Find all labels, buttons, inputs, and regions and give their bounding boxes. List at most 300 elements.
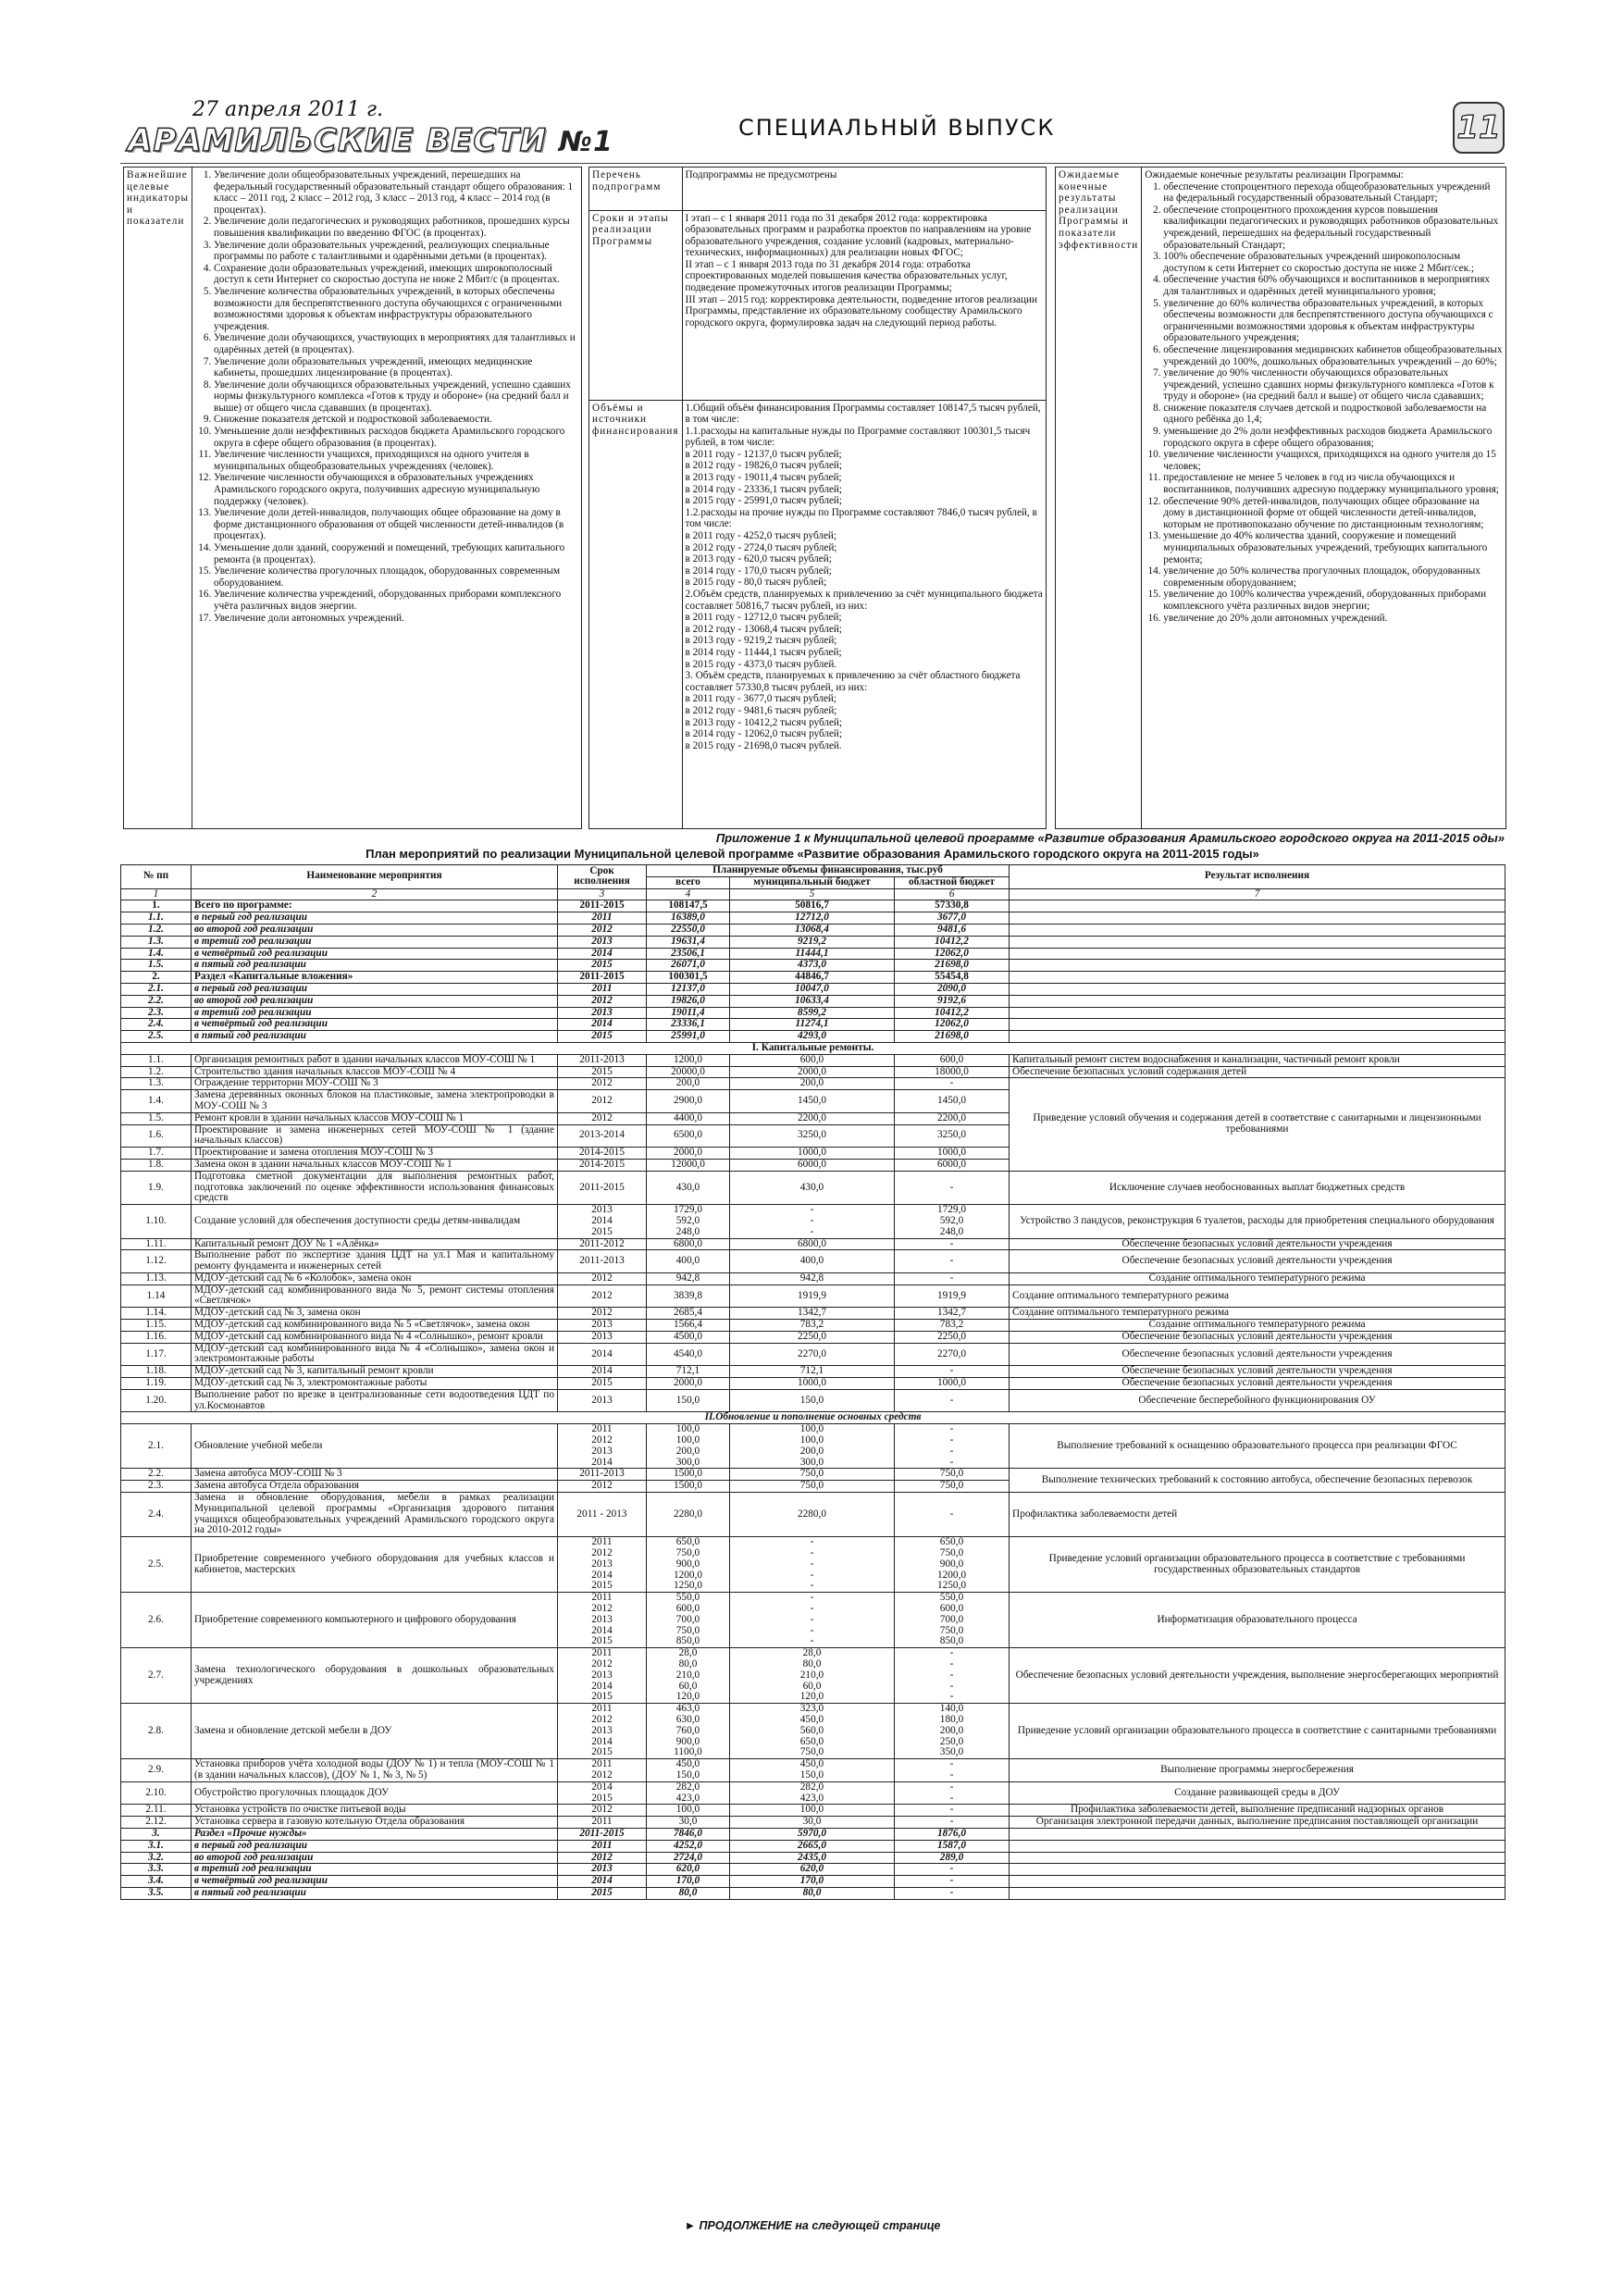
row-term: 2011: [558, 983, 647, 995]
row-term: 2011 2012 2013 2014 2015: [558, 1537, 647, 1593]
row-term: 2011-2013: [558, 1054, 647, 1066]
row-number: 3.: [121, 1828, 192, 1840]
expected-result-item: 12. обеспечение 90% детей-инвалидов, получающих общее образование на дому в дистанционной форме от общей численности детей-инвалидов, которым не противопоказано обучение по дистанционным технологиям;: [1163, 496, 1503, 531]
row-result: [1010, 1840, 1505, 1852]
row-municipal: 750,0: [730, 1481, 895, 1493]
row-number: 1.8.: [121, 1159, 192, 1171]
row-municipal: 712,1: [730, 1366, 895, 1378]
row-name: в первый год реализации: [192, 1840, 558, 1852]
row-name: Выполнение работ по врезке в централизованные сети водоотведения ЦДТ по ул.Космонавтов: [192, 1389, 558, 1412]
row-total: 3839,8: [647, 1285, 730, 1308]
row-regional: 650,0 750,0 900,0 1200,0 1250,0: [895, 1537, 1010, 1593]
column-numbers-row: [121, 888, 1505, 900]
row-regional: -: [895, 1805, 1010, 1817]
row-name: Замена автобуса Отдела образования: [192, 1481, 558, 1493]
row-number: 2.6.: [121, 1593, 192, 1648]
row-total: 22550,0: [647, 924, 730, 936]
row-total: 712,1: [647, 1366, 730, 1378]
row-regional: 1876,0: [895, 1828, 1010, 1840]
row-name: МДОУ-детский сад комбинированного вида № 5, ремонт системы отопления «Светлячок»: [192, 1285, 558, 1308]
col-obl-header: областной бюджет: [895, 876, 1010, 888]
row-term: 2013 2014 2015: [558, 1205, 647, 1238]
row-municipal: 6800,0: [730, 1238, 895, 1250]
section-heading: II.Обновление и пополнение основных средств: [121, 1412, 1505, 1424]
row-regional: -: [895, 1864, 1010, 1876]
row-total: 30,0: [647, 1817, 730, 1829]
row-result: Капитальный ремонт систем водоснабжения и канализации, частичный ремонт кровли: [1010, 1054, 1505, 1066]
row-term: 2011 2012: [558, 1759, 647, 1782]
row-regional: -: [895, 1272, 1010, 1285]
row-total: 620,0: [647, 1864, 730, 1876]
row-term: 2011-2013: [558, 1469, 647, 1481]
row-regional: 1919,9: [895, 1285, 1010, 1308]
expected-results-intro: Ожидаемые конечные результаты реализации Программы:: [1145, 169, 1404, 180]
row-result: Обеспечение безопасных условий деятельности учреждения: [1010, 1343, 1505, 1366]
row-term: 2012: [558, 1112, 647, 1124]
row-total: 19631,4: [647, 936, 730, 948]
col-result-header: Результат исполнения: [1010, 865, 1505, 889]
row-result: Создание оптимального температурного режима: [1010, 1308, 1505, 1320]
row-name: в третий год реализации: [192, 936, 558, 948]
table-row: [121, 1343, 1505, 1366]
row-regional: -: [895, 1493, 1010, 1537]
column-number: 4: [647, 888, 730, 900]
funding-line: в 2015 году - 80,0 тысяч рублей;: [685, 577, 827, 589]
row-number: 1.17.: [121, 1343, 192, 1366]
expected-results-list: [1145, 181, 1503, 625]
row-name: Обновление учебной мебели: [192, 1424, 558, 1469]
row-name: Строительство здания начальных классов МОУ-СОШ № 4: [192, 1066, 558, 1078]
table-row: [121, 960, 1505, 972]
issue-date: 27 апреля 2011 г.: [192, 98, 384, 121]
row-result: Организация электронной передачи данных, выполнение предписания поставляющей организации: [1010, 1817, 1505, 1829]
row-result: [1010, 1007, 1505, 1019]
row-regional: 1000,0: [895, 1378, 1010, 1390]
row-total: 100,0 100,0 200,0 300,0: [647, 1424, 730, 1469]
row-total: 6800,0: [647, 1238, 730, 1250]
row-municipal: - - -: [730, 1205, 895, 1238]
row-municipal: 150,0: [730, 1389, 895, 1412]
table-row: [121, 912, 1505, 925]
row-result: [1010, 972, 1505, 984]
table-row: [121, 1469, 1505, 1481]
indicator-item: 1. Увеличение доли общеобразовательных учреждений, перешедших на федеральный государственный образовательный стандарт общего образования: 1 класс – 2011 год, 2 класс – 2012 год, 3 класс – 2013 год, 4 класс – 2014 год (в процентах).: [214, 169, 578, 216]
plan-table-wrap: [120, 864, 1505, 1900]
row-regional: - - - -: [895, 1424, 1010, 1469]
row-result: Обеспечение бесперебойного функционирования ОУ: [1010, 1389, 1505, 1412]
row-result: [1010, 1864, 1505, 1876]
row-regional: 1000,0: [895, 1148, 1010, 1160]
col-num-header: № пп: [121, 865, 192, 889]
row-regional: 2250,0: [895, 1331, 1010, 1343]
row-term: 2011 - 2013: [558, 1493, 647, 1537]
row-regional: -: [895, 1389, 1010, 1412]
funding-line: 1.1.расходы на капитальные нужды по Программе составляют 100301,5 тысяч рублей, в том числе:: [685, 425, 1031, 449]
stage-line: II этап – с 1 января 2013 года по 31 декабря 2014 года: отработка спроектированных моделей повышения качества образовательных услуг, подведение промежуточных итогов реализации Программы;: [685, 258, 1008, 294]
row-term: 2012: [558, 1090, 647, 1113]
row-number: 1.1.: [121, 912, 192, 925]
row-total: 1500,0: [647, 1469, 730, 1481]
expected-result-item: 2. обеспечение стопроцентного прохождения курсов повышения квалификации педагогических и руководящих работников образовательных учреждений, перешедших на федеральный государственный образовательный Стандарт;: [1163, 205, 1503, 251]
row-result: Обеспечение безопасных условий деятельности учреждения: [1010, 1250, 1505, 1273]
row-number: 2.1.: [121, 1424, 192, 1469]
row-total: 100301,5: [647, 972, 730, 984]
row-municipal: 50816,7: [730, 900, 895, 912]
row-municipal: - - - - -: [730, 1593, 895, 1648]
row-number: 1.5.: [121, 960, 192, 972]
row-total: 100,0: [647, 1805, 730, 1817]
row-municipal: 2000,0: [730, 1066, 895, 1078]
row-municipal: 323,0 450,0 560,0 650,0 750,0: [730, 1704, 895, 1759]
indicator-item: 3. Увеличение доли образовательных учреждений, реализующих специальные программы по работе с талантливыми и одарёнными детьми (в процентах).: [214, 240, 578, 263]
indicator-item: 12. Увеличение численности обучающихся в образовательных учреждениях Арамильского городского округа, получивших адресную муниципальную поддержку (человек).: [214, 472, 578, 507]
row-number: 1.3.: [121, 936, 192, 948]
row-name: Капитальный ремонт ДОУ № 1 «Алёнка»: [192, 1238, 558, 1250]
table-row: [121, 1759, 1505, 1782]
row-regional: - -: [895, 1759, 1010, 1782]
table-row: [121, 1864, 1505, 1876]
row-result: [1010, 1828, 1505, 1840]
row-number: 2.7.: [121, 1648, 192, 1704]
funding-line: в 2014 году - 11444,1 тысяч рублей;: [685, 646, 842, 658]
row-result: Исключение случаев необоснованных выплат бюджетных средств: [1010, 1171, 1505, 1204]
funding-line: в 2013 году - 620,0 тысяч рублей;: [685, 553, 832, 565]
row-municipal: 28,0 80,0 210,0 60,0 120,0: [730, 1648, 895, 1704]
row-name: во второй год реализации: [192, 1852, 558, 1864]
row-result: Обеспечение безопасных условий содержания детей: [1010, 1066, 1505, 1078]
row-result: [1010, 936, 1505, 948]
expected-result-item: 4. обеспечение участия 60% обучающихся и воспитанников в мероприятиях для талантливых и одарённых детей муниципального уровня;: [1163, 274, 1503, 297]
row-number: 3.5.: [121, 1887, 192, 1899]
table-row: [121, 900, 1505, 912]
table-row: [121, 1389, 1505, 1412]
row-number: 1.: [121, 900, 192, 912]
table-row: [121, 948, 1505, 960]
row-regional: 783,2: [895, 1320, 1010, 1332]
row-term: 2013: [558, 1007, 647, 1019]
indicator-item: 10. Уменьшение доли неэффективных расходов бюджета Арамильского городского округа в сфере общего образования (в процентах).: [214, 426, 578, 449]
table-row: [121, 983, 1505, 995]
row-result: Создание оптимального температурного режима: [1010, 1272, 1505, 1285]
row-term: 2011-2013: [558, 1250, 647, 1273]
newspaper-logo: [128, 122, 613, 159]
row-result: [1010, 1019, 1505, 1031]
row-number: 2.5.: [121, 1537, 192, 1593]
row-regional: -: [895, 1876, 1010, 1888]
row-regional: -: [895, 1078, 1010, 1090]
row-municipal: 44846,7: [730, 972, 895, 984]
row-term: 2015: [558, 1031, 647, 1043]
row-number: 3.3.: [121, 1864, 192, 1876]
row-name: МДОУ-детский сад № 3, капитальный ремонт кровли: [192, 1366, 558, 1378]
plan-table: [120, 864, 1505, 1900]
expected-results-content: [1142, 168, 1505, 828]
indicator-item: 9. Снижение показателя детской и подростковой заболеваемости.: [214, 414, 578, 426]
row-number: 2.10.: [121, 1781, 192, 1805]
row-total: 430,0: [647, 1171, 730, 1204]
row-term: 2012: [558, 1078, 647, 1090]
row-term: 2011-2015: [558, 1171, 647, 1204]
row-result: [1010, 995, 1505, 1007]
row-regional: 10412,2: [895, 1007, 1010, 1019]
funding-content: [682, 400, 1046, 828]
row-term: 2015: [558, 1378, 647, 1390]
row-name: Проектирование и замена инженерных сетей МОУ-СОШ № 1 (здание начальных классов): [192, 1124, 558, 1148]
row-name: Приобретение современного учебного оборудования для учебных классов и кабинетов, мастерских: [192, 1537, 558, 1593]
stages-label: Сроки и этапы реализации Программы: [589, 210, 682, 400]
program-info-box: [588, 167, 1047, 829]
funding-line: в 2015 году - 4373,0 тысяч рублей.: [685, 658, 837, 670]
table-row: [121, 1272, 1505, 1285]
row-total: 1200,0: [647, 1054, 730, 1066]
row-number: 1.1.: [121, 1054, 192, 1066]
row-regional: 289,0: [895, 1852, 1010, 1864]
table-row: [121, 1840, 1505, 1852]
row-number: 1.7.: [121, 1148, 192, 1160]
row-total: 1729,0 592,0 248,0: [647, 1205, 730, 1238]
row-name: во второй год реализации: [192, 924, 558, 936]
row-municipal: 620,0: [730, 1864, 895, 1876]
funding-line: в 2012 году - 9481,6 тысяч рублей;: [685, 704, 837, 716]
row-term: 2013: [558, 1389, 647, 1412]
row-name: в пятый год реализации: [192, 1887, 558, 1899]
funding-label: Объёмы и источники финансирования: [589, 400, 682, 828]
funding-line: в 2011 году - 12712,0 тысяч рублей;: [685, 612, 842, 624]
row-name: МДОУ-детский сад № 3, электромонтажные работы: [192, 1378, 558, 1390]
row-total: 23336,1: [647, 1019, 730, 1031]
row-name: в первый год реализации: [192, 983, 558, 995]
row-term: 2013-2014: [558, 1124, 647, 1148]
row-regional: 3677,0: [895, 912, 1010, 925]
column-number: 5: [730, 888, 895, 900]
row-term: 2015: [558, 1887, 647, 1899]
indicator-item: 6. Увеличение доли обучающихся, участвующих в мероприятиях для талантливых и одарённых детей (в процентах).: [214, 332, 578, 355]
row-total: 150,0: [647, 1389, 730, 1412]
row-number: 2.1.: [121, 983, 192, 995]
row-municipal: 450,0 150,0: [730, 1759, 895, 1782]
row-result: Приведение условий организации образовательного процесса в соответствие с требованиями государственных образовательных стандартов: [1010, 1537, 1505, 1593]
row-municipal: - - - - -: [730, 1537, 895, 1593]
row-total: 108147,5: [647, 900, 730, 912]
funding-line: в 2012 году - 13068,4 тысяч рублей;: [685, 623, 843, 635]
row-municipal: 10047,0: [730, 983, 895, 995]
row-total: 450,0 150,0: [647, 1759, 730, 1782]
row-name: МДОУ-детский сад комбинированного вида № 4 «Солнышко», замена окон и электромонтажные работы: [192, 1343, 558, 1366]
row-term: 2013: [558, 1331, 647, 1343]
row-regional: 2090,0: [895, 983, 1010, 995]
funding-line: 1.2.расходы на прочие нужды по Программе составляют 7846,0 тысяч рублей, в том числе:: [685, 506, 1037, 530]
row-number: 2.12.: [121, 1817, 192, 1829]
stages-content: [682, 210, 1046, 400]
column-number: 6: [895, 888, 1010, 900]
row-total: 23506,1: [647, 948, 730, 960]
table-row: [121, 1704, 1505, 1759]
row-total: 26071,0: [647, 960, 730, 972]
row-term: 2011 2012 2013 2014: [558, 1424, 647, 1469]
row-municipal: 200,0: [730, 1078, 895, 1090]
funding-line: в 2011 году - 3677,0 тысяч рублей;: [685, 693, 837, 705]
column-number: 2: [192, 888, 558, 900]
row-result: Создание оптимального температурного режима: [1010, 1285, 1505, 1308]
table-row: [121, 1308, 1505, 1320]
indicator-item: 8. Увеличение доли обучающихся образовательных учреждений, успешно сдавших нормы физкультурного комплекса «Готов к труду и обороне» (на средний балл и выше) от общего числа сдававших (в процентах).: [214, 379, 578, 415]
table-row: [121, 1285, 1505, 1308]
row-name: Создание условий для обеспечения доступности среды детям-инвалидам: [192, 1205, 558, 1238]
row-regional: 1729,0 592,0 248,0: [895, 1205, 1010, 1238]
row-number: 2.3.: [121, 1007, 192, 1019]
row-name: Замена технологического оборудования в дошкольных образовательных учреждениях: [192, 1648, 558, 1704]
row-municipal: 942,8: [730, 1272, 895, 1285]
row-regional: 12062,0: [895, 948, 1010, 960]
row-number: 1.2.: [121, 1066, 192, 1078]
row-term: 2012: [558, 995, 647, 1007]
row-municipal: 2250,0: [730, 1331, 895, 1343]
row-name: в пятый год реализации: [192, 1031, 558, 1043]
row-term: 2012: [558, 1852, 647, 1864]
expected-result-item: 6. обеспечение лицензирования медицинских кабинетов общеобразовательных учреждений до 100%, дошкольных образовательных учреждений – до 60%;: [1163, 344, 1503, 367]
row-name: в первый год реализации: [192, 912, 558, 925]
row-term: 2014: [558, 1343, 647, 1366]
expected-results-label: Ожидаемые конечные результаты реализации Программы и показатели эффективности: [1056, 168, 1142, 828]
row-term: 2015: [558, 960, 647, 972]
row-term: 2012: [558, 1272, 647, 1285]
row-municipal: 1000,0: [730, 1148, 895, 1160]
table-row: [121, 972, 1505, 984]
indicators-label: Важнейшие целевые индикаторы и показатели: [124, 168, 192, 828]
row-result: Профилактика заболеваемости детей: [1010, 1493, 1505, 1537]
row-number: 1.20.: [121, 1389, 192, 1412]
expected-result-item: 13. уменьшение до 40% количества зданий, сооружение и помещений муниципальных образовательных учреждений, требующих капитального ремонта;: [1163, 530, 1503, 565]
row-municipal: 1919,9: [730, 1285, 895, 1308]
section-title: СПЕЦИАЛЬНЫЙ ВЫПУСК: [738, 115, 1056, 141]
row-municipal: 80,0: [730, 1887, 895, 1899]
row-number: 3.2.: [121, 1852, 192, 1864]
row-name: Обустройство прогулочных площадок ДОУ: [192, 1781, 558, 1805]
row-name: Ограждение территории МОУ-СОШ № 3: [192, 1078, 558, 1090]
row-name: Замена окон в здании начальных классов МОУ-СОШ № 1: [192, 1159, 558, 1171]
table-row: [121, 1007, 1505, 1019]
row-total: 550,0 600,0 700,0 750,0 850,0: [647, 1593, 730, 1648]
row-total: 170,0: [647, 1876, 730, 1888]
row-name: Приобретение современного компьютерного и цифрового оборудования: [192, 1593, 558, 1648]
table-row: [121, 1238, 1505, 1250]
row-regional: 6000,0: [895, 1159, 1010, 1171]
row-term: 2014 2015: [558, 1781, 647, 1805]
row-result: [1010, 924, 1505, 936]
row-number: 1.19.: [121, 1378, 192, 1390]
column-number: 7: [1010, 888, 1505, 900]
expected-result-item: 1. обеспечение стопроцентного перехода общеобразовательных учреждений на федеральный государственный образовательный Стандарт;: [1163, 181, 1503, 205]
row-total: 80,0: [647, 1887, 730, 1899]
row-total: 650,0 750,0 900,0 1200,0 1250,0: [647, 1537, 730, 1593]
row-term: 2011: [558, 1840, 647, 1852]
expected-result-item: 7. увеличение до 90% численности обучающихся образовательных учреждений, успешно сдавших нормы физкультурного комплекса «Готов к труду и обороне» (на средний балл и выше) от общего числа сдававших;: [1163, 367, 1503, 403]
row-municipal: 10633,4: [730, 995, 895, 1007]
row-municipal: 1450,0: [730, 1090, 895, 1113]
table-row: [121, 1320, 1505, 1332]
row-result: [1010, 912, 1505, 925]
row-number: 2.11.: [121, 1805, 192, 1817]
funding-line: в 2013 году - 10412,2 тысяч рублей;: [685, 716, 843, 728]
subprograms-label: Перечень подпрограмм: [589, 168, 682, 210]
row-regional: 2200,0: [895, 1112, 1010, 1124]
row-regional: 750,0: [895, 1469, 1010, 1481]
row-number: 1.11.: [121, 1238, 192, 1250]
column-number: 1: [121, 888, 192, 900]
row-municipal: 600,0: [730, 1054, 895, 1066]
table-row: [121, 1781, 1505, 1805]
row-total: 25991,0: [647, 1031, 730, 1043]
row-number: 1.2.: [121, 924, 192, 936]
row-name: Раздел «Прочие нужды»: [192, 1828, 558, 1840]
row-total: 2280,0: [647, 1493, 730, 1537]
row-municipal: 4373,0: [730, 960, 895, 972]
row-number: 3.4.: [121, 1876, 192, 1888]
row-name: Замена и обновление оборудования, мебели в рамках реализации Муниципальной целевой программы «Организация здорового питания учащихся общеобразовательных учреждений Арамильского городского округа на 2010-2012 годы»: [192, 1493, 558, 1537]
table-row: [121, 1171, 1505, 1204]
row-regional: 55454,8: [895, 972, 1010, 984]
row-result: [1010, 1887, 1505, 1899]
header-divider: [120, 163, 1505, 164]
row-regional: -: [895, 1238, 1010, 1250]
row-regional: 3250,0: [895, 1124, 1010, 1148]
table-row: [121, 1805, 1505, 1817]
row-name: в четвёртый год реализации: [192, 1876, 558, 1888]
row-term: 2013: [558, 1320, 647, 1332]
row-municipal: 1000,0: [730, 1378, 895, 1390]
row-result: Создание оптимального температурного режима: [1010, 1320, 1505, 1332]
row-municipal: 100,0: [730, 1805, 895, 1817]
row-municipal: 1342,7: [730, 1308, 895, 1320]
subprograms-text: Подпрограммы не предусмотрены: [685, 169, 837, 180]
expected-result-item: 10. увеличение численности учащихся, приходящихся на одного учителя до 15 человек;: [1163, 449, 1503, 472]
row-municipal: 750,0: [730, 1469, 895, 1481]
row-name: во второй год реализации: [192, 995, 558, 1007]
row-regional: -: [895, 1366, 1010, 1378]
indicator-item: 14. Уменьшение доли зданий, сооружений и помещений, требующих капитального ремонта (в процентах).: [214, 542, 578, 565]
table-row: [121, 1887, 1505, 1899]
row-total: 12000,0: [647, 1159, 730, 1171]
indicator-item: 15. Увеличение количества прогулочных площадок, оборудованных современным оборудованием.: [214, 565, 578, 589]
row-regional: 57330,8: [895, 900, 1010, 912]
row-regional: 21698,0: [895, 1031, 1010, 1043]
row-name: Ремонт кровли в здании начальных классов МОУ-СОШ № 1: [192, 1112, 558, 1124]
row-result: Обеспечение безопасных условий деятельности учреждения: [1010, 1331, 1505, 1343]
row-regional: -: [895, 1250, 1010, 1273]
row-term: 2011: [558, 1817, 647, 1829]
continue-note: ► ПРОДОЛЖЕНИЕ на следующей странице: [684, 2219, 941, 2232]
row-term: 2012: [558, 1481, 647, 1493]
funding-line: в 2013 году - 9219,2 тысяч рублей;: [685, 635, 837, 647]
row-name: Выполнение работ по экспертизе здания ЦДТ на ул.1 Мая и капитальному ремонту фундамента и инженерных сетей: [192, 1250, 558, 1273]
stage-line: III этап – 2015 год: корректировка деятельности, подведение итогов реализации Программы, представление их образовательному сообществу Арамильского городского округа, формулировка задач на следующий период работы.: [685, 293, 1037, 329]
row-result: Приведение условий организации образовательного процесса в соответствие с санитарными требованиями: [1010, 1704, 1505, 1759]
row-name: Подготовка сметной документации для выполнения ремонтных работ, подготовка заключений по оценке эффективности использования финансовых средств: [192, 1171, 558, 1204]
row-result: [1010, 948, 1505, 960]
funding-line: в 2013 году - 19011,4 тысяч рублей;: [685, 472, 842, 484]
row-total: 1500,0: [647, 1481, 730, 1493]
funding-line: в 2015 году - 21698,0 тысяч рублей.: [685, 739, 842, 751]
table-row: [121, 1412, 1505, 1424]
table-row: [121, 1031, 1505, 1043]
stage-line: I этап – с 1 января 2011 года по 31 декабря 2012 года: корректировка образовательных программ и разработка проектов по направлениям на уровне образовательного учреждения, создание условий (кадровых, материально-технических, информационных) для реализации новых ФГОС;: [685, 212, 1032, 259]
row-result: Выполнение технических требований к состоянию автобуса, обеспечение безопасных перевозок: [1010, 1469, 1505, 1493]
row-municipal: 2665,0: [730, 1840, 895, 1852]
row-municipal: 5970,0: [730, 1828, 895, 1840]
table-row: [121, 995, 1505, 1007]
row-regional: 9192,6: [895, 995, 1010, 1007]
row-number: 2.4.: [121, 1019, 192, 1031]
